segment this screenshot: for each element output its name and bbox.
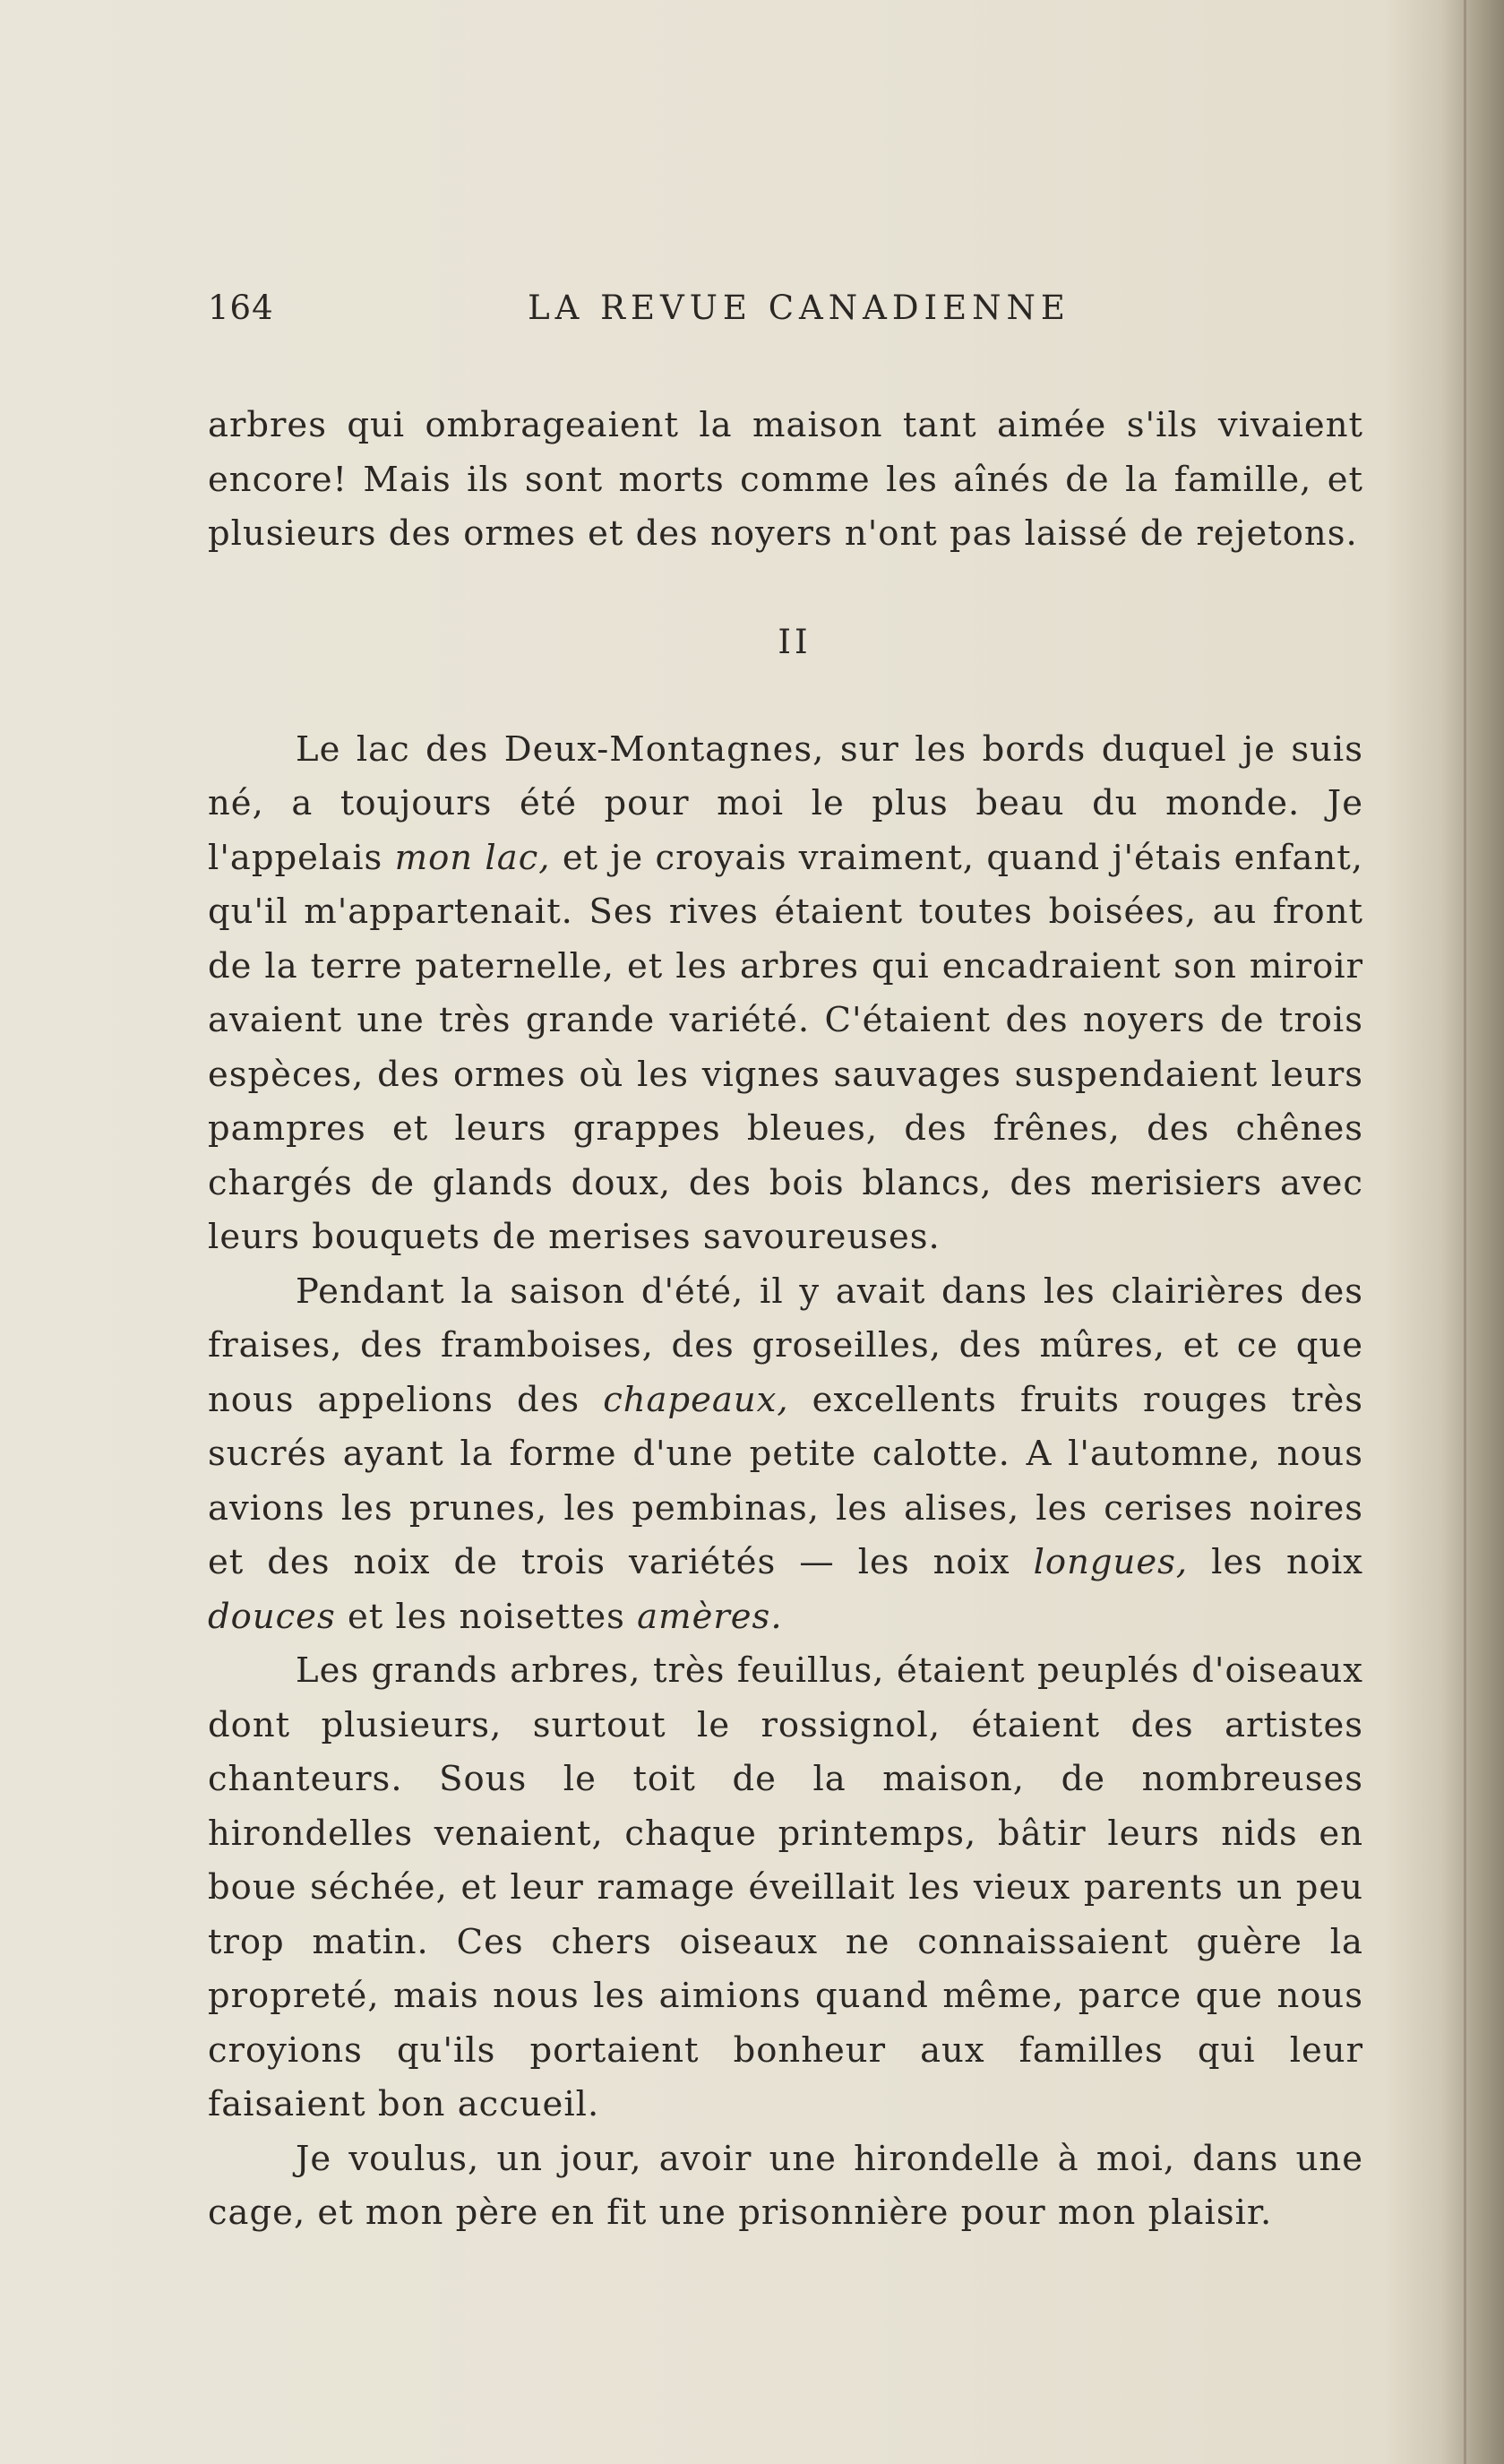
italic-run: mon lac, <box>394 837 551 878</box>
paragraph-summer <box>208 1265 1363 1645</box>
text-run: et je croyais vraiment, quand j'étais enfant, qu'il m'appartenait. Ses rives étaient toutes boisées, au front de la terre paternelle, et les arbres qui encadraient son miroir avaient une très grande variété. C'étaient des noyers de trois espèces, des ormes où les vignes sauvages suspendaient leurs pampres et leurs grappes bleues, des frênes, des chênes chargés de glands doux, des bois blancs, des merisiers avec leurs bouquets de merises savoureuses. <box>208 837 1363 1257</box>
paragraph-lake <box>208 723 1363 1265</box>
page-number: 164 <box>208 289 274 327</box>
text-run: et les noisettes <box>335 1596 638 1637</box>
paragraph-swallow: Je voulus, un jour, avoir une hirondelle à moi, dans une cage, et mon père en fit une prisonnière pour mon plaisir. <box>208 2138 1363 2233</box>
italic-run: douces <box>208 1596 336 1637</box>
running-title: LA REVUE CANADIENNE <box>528 289 1070 327</box>
italic-run: amères. <box>637 1596 783 1637</box>
paragraph-continued: arbres qui ombrageaient la maison tant aimée s'ils vivaient encore! Mais ils sont morts comme les aînés de la famille, et plusieurs des ormes et des noyers n'ont pas laissé de rejetons. <box>208 405 1363 554</box>
body-text <box>208 399 1363 2241</box>
section-numeral: II <box>778 622 812 661</box>
text-run: Pendant la saison d'été, il y avait dans les clairières des fraises, des framboises, des groseilles, des mûres, et ce que nous appelions des <box>208 1271 1363 1420</box>
paragraph-birds: Les grands arbres, très feuillus, étaient peuplés d'oiseaux dont plusieurs, surtout le rossignol, étaient des artistes chanteurs. Sous le toit de la maison, de nombreuses hirondelles venaient, chaque printemps, bâtir leurs nids en boue séchée, et leur ramage éveillait les vieux parents un peu trop matin. Ces chers oiseaux ne connaissaient guère la propreté, mais nous les aimions quand même, parce que nous croyions qu'ils portaient bonheur aux familles qui leur faisaient bon accueil. <box>208 1650 1363 2124</box>
text-run: les noix <box>1188 1542 1363 1582</box>
page-edge-line <box>1464 0 1466 2464</box>
text-run: Le lac des Deux-Montagnes, sur les bords duquel je suis né, a toujours été pour moi le plus beau du monde. Je l'appelais <box>208 728 1363 878</box>
italic-run: chapeaux, <box>603 1379 789 1420</box>
page-header <box>208 289 1363 342</box>
italic-run: longues, <box>1033 1542 1189 1582</box>
page-edge-shadow <box>1441 0 1504 2464</box>
text-run: excellents fruits rouges très sucrés ayant la forme d'une petite calotte. A l'automne, nous avions les prunes, les pembinas, les alises, les cerises noires et des noix de trois variétés — les noix <box>208 1379 1363 1582</box>
